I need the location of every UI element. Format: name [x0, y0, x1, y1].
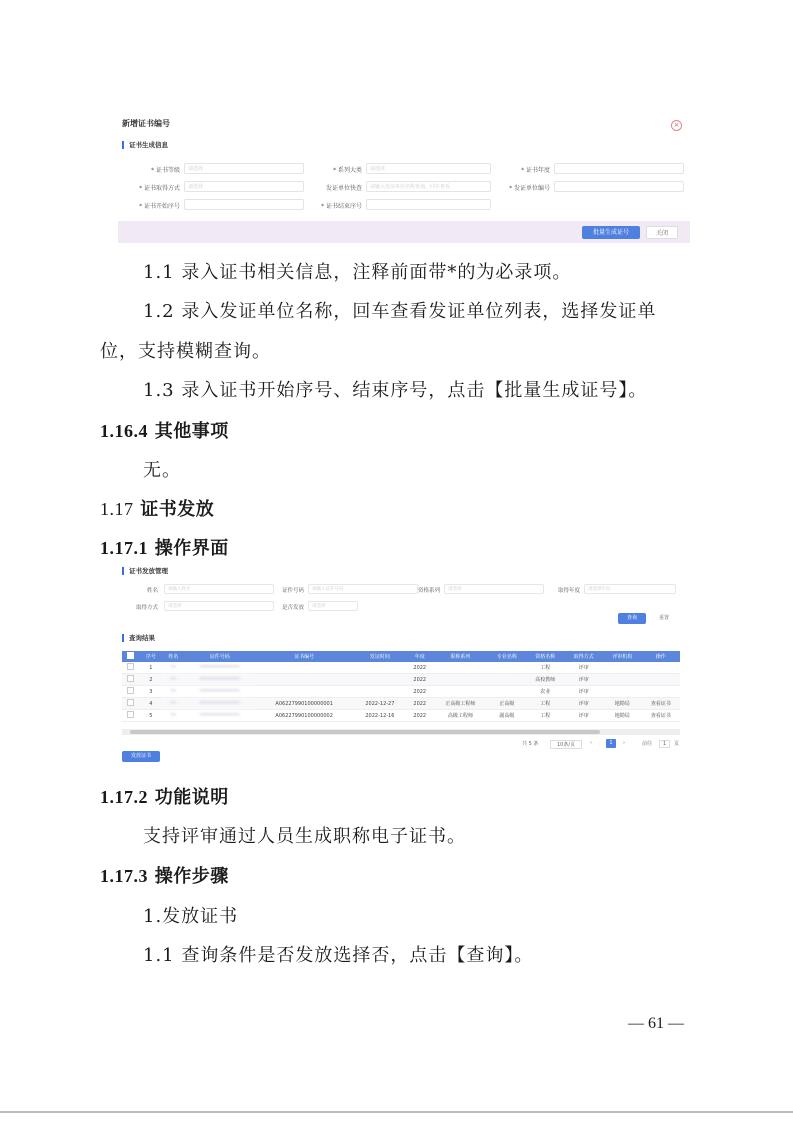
- col-header: 证件号码: [184, 651, 254, 662]
- cell-id: ****************: [184, 698, 254, 710]
- series-label: * 系列大类: [333, 167, 362, 174]
- cell-no: 1: [140, 662, 162, 674]
- cell-year: 2022: [406, 698, 433, 710]
- cell-name: **: [162, 698, 184, 710]
- method-label: 取得方式: [135, 605, 158, 611]
- batch-generate-button[interactable]: [582, 226, 640, 239]
- cell-method: 评审: [565, 710, 603, 722]
- cell-org: 地勘局: [603, 710, 641, 722]
- row-checkbox[interactable]: [122, 674, 140, 686]
- cell-method: 评审: [565, 674, 603, 686]
- cell-org: [603, 686, 641, 698]
- cell-qual: 农业: [526, 686, 564, 698]
- end-label: * 证书结束序号: [321, 203, 362, 210]
- issued-label: 是否发放: [281, 605, 304, 611]
- heading-1-16-4: 1.16.4 其他事项: [100, 421, 229, 442]
- view-cert-link[interactable]: 查看证书: [641, 710, 680, 722]
- pager-prev-icon[interactable]: ‹: [590, 740, 592, 746]
- page-number: — 61 —: [628, 1015, 684, 1032]
- paragraph-none: 无。: [143, 460, 181, 481]
- cell-cert: [255, 662, 353, 674]
- heading-1-17-1: 1.17.1 操作界面: [100, 538, 229, 559]
- col-header: 评审机构: [603, 651, 641, 662]
- col-header: 姓名: [162, 651, 184, 662]
- paragraph-1-2a: 1.2 录入发证单位名称，回车查看发证单位列表，选择发证单: [143, 301, 657, 322]
- col-header: 年度: [406, 651, 433, 662]
- table-row[interactable]: [122, 698, 680, 710]
- cell-cert: A06227990100000002: [255, 710, 353, 722]
- cell-series: [433, 674, 487, 686]
- cell-date: [353, 674, 406, 686]
- cell-date: 2022-12-16: [353, 710, 406, 722]
- new-cert-number-dialog: [118, 108, 690, 245]
- start-input[interactable]: [184, 199, 304, 210]
- series-select[interactable]: 请选择: [366, 163, 491, 174]
- table-scrollbar[interactable]: [122, 729, 680, 735]
- cert-input[interactable]: 请输入证件号码: [308, 584, 418, 594]
- end-input[interactable]: [366, 199, 491, 210]
- cell-year: 2022: [406, 710, 433, 722]
- bottom-edge: [0, 1111, 793, 1113]
- col-header: 资格名称: [526, 651, 564, 662]
- cell-qual: 工程: [526, 710, 564, 722]
- cell-series: [433, 662, 487, 674]
- query-button-label: 查询: [626, 615, 637, 621]
- cell-method: 评审: [565, 662, 603, 674]
- cell-org: [603, 662, 641, 674]
- cell-major: 正高级: [488, 698, 526, 710]
- cell-id: ****************: [184, 674, 254, 686]
- cell-year: 2022: [406, 686, 433, 698]
- table-header-row: [122, 651, 680, 662]
- close-button[interactable]: [646, 226, 678, 239]
- result-table: [122, 651, 680, 722]
- cell-method: 评审: [565, 686, 603, 698]
- method-label: * 证书取得方式: [139, 185, 180, 192]
- pager-goto-input[interactable]: 1: [659, 740, 670, 748]
- year-label: * 证书年度: [521, 167, 550, 174]
- cell-date: [353, 686, 406, 698]
- cell-year: 2022: [406, 662, 433, 674]
- issue-cert-button[interactable]: [122, 751, 160, 762]
- row-checkbox[interactable]: [122, 710, 140, 722]
- cell-name: **: [162, 710, 184, 722]
- pager-page-1[interactable]: 1: [606, 739, 616, 748]
- cell-op[interactable]: [641, 686, 680, 698]
- table-row[interactable]: [122, 686, 680, 698]
- row-checkbox[interactable]: [122, 662, 140, 674]
- cell-name: **: [162, 674, 184, 686]
- col-header: 操作: [641, 651, 680, 662]
- reset-button[interactable]: [650, 613, 678, 624]
- paragraph-step: 1.发放证书: [143, 906, 239, 927]
- pager-next-icon[interactable]: ›: [623, 740, 625, 746]
- cell-major: [488, 662, 526, 674]
- close-button-label: 关闭: [655, 230, 668, 237]
- cell-qual: 工程: [526, 698, 564, 710]
- issuer-code-input[interactable]: [554, 181, 684, 192]
- cell-major: [488, 686, 526, 698]
- series-label: 资格系列: [417, 588, 440, 594]
- dialog-title: 新增证书编号: [122, 119, 170, 128]
- batch-generate-label: 批量生成证号: [592, 229, 629, 236]
- method-select[interactable]: 请选择: [164, 601, 274, 611]
- paragraph-1-1: 1.1 录入证书相关信息，注释前面带*的为必录项。: [143, 262, 572, 283]
- cert-label: 证件号码: [281, 588, 304, 594]
- pager-goto-label: 前往: [642, 741, 653, 747]
- cell-no: 2: [140, 674, 162, 686]
- row-checkbox[interactable]: [122, 686, 140, 698]
- issuer-search-input[interactable]: 请输入发证单位名称查询，回车查看: [366, 181, 491, 192]
- col-header: 序号: [140, 651, 162, 662]
- cell-date: [353, 662, 406, 674]
- col-header: 证书编号: [255, 651, 353, 662]
- scrollbar-thumb[interactable]: [130, 730, 600, 734]
- cell-id: ****************: [184, 710, 254, 722]
- heading-1-17-3: 1.17.3 操作步骤: [100, 866, 229, 887]
- paragraph-step-1-1: 1.1 查询条件是否发放选择否，点击【查询】。: [143, 945, 534, 966]
- cell-method: 评审: [565, 698, 603, 710]
- cell-name: **: [162, 686, 184, 698]
- section-title: 证书生成信息: [122, 141, 168, 149]
- table-row[interactable]: [122, 662, 680, 674]
- col-header: 专业名称: [488, 651, 526, 662]
- cell-series: 正高级工程师: [433, 698, 487, 710]
- paragraph-1-2b: 位，支持模糊查询。: [100, 341, 271, 362]
- method-select[interactable]: 请选择: [184, 181, 304, 192]
- col-header: 职称系列: [433, 651, 487, 662]
- level-select[interactable]: 请选择: [184, 163, 304, 174]
- cell-no: 4: [140, 698, 162, 710]
- cell-year: 2022: [406, 674, 433, 686]
- cell-cert: [255, 686, 353, 698]
- heading-1-17-2: 1.17.2 功能说明: [100, 787, 229, 808]
- cell-no: 3: [140, 686, 162, 698]
- year-select[interactable]: 请选择年份: [584, 584, 676, 594]
- issuer-code-label: * 发证单位编号: [509, 185, 550, 192]
- issuer-label: 发证单位快查: [325, 185, 362, 192]
- cell-major: [488, 674, 526, 686]
- cell-series: [433, 686, 487, 698]
- dialog-footer: [118, 221, 690, 243]
- panel-title: 证书发放管理: [122, 567, 168, 575]
- cell-name: **: [162, 662, 184, 674]
- cell-qual: 高校教师: [526, 674, 564, 686]
- cell-major: 副高级: [488, 710, 526, 722]
- cell-no: 5: [140, 710, 162, 722]
- pager-size-select[interactable]: 10条/页: [550, 740, 582, 749]
- cell-id: ****************: [184, 686, 254, 698]
- cell-id: ****************: [184, 662, 254, 674]
- series-select[interactable]: 请选择: [444, 584, 544, 594]
- table-row[interactable]: [122, 674, 680, 686]
- cell-cert: A06227990100000001: [255, 698, 353, 710]
- cell-date: 2022-12-27: [353, 698, 406, 710]
- view-cert-link[interactable]: 查看证书: [641, 698, 680, 710]
- paragraph-func: 支持评审通过人员生成职称电子证书。: [143, 826, 466, 847]
- paragraph-1-3: 1.3 录入证书开始序号、结束序号，点击【批量生成证号】。: [143, 380, 648, 401]
- level-label: * 证书等级: [151, 167, 180, 174]
- cell-op[interactable]: [641, 674, 680, 686]
- issue-cert-label: 发放证书: [130, 753, 151, 759]
- year-label: 取得年度: [557, 588, 580, 594]
- heading-1-17: 1.17 证书发放: [100, 499, 215, 520]
- col-header: 取得方式: [565, 651, 603, 662]
- issued-select[interactable]: 请选择: [308, 601, 358, 611]
- result-title: 查询结果: [122, 634, 155, 642]
- table-row[interactable]: [122, 710, 680, 722]
- start-label: * 证书开始序号: [139, 203, 180, 210]
- cell-series: 高级工程师: [433, 710, 487, 722]
- close-icon[interactable]: ×: [671, 120, 682, 131]
- row-checkbox[interactable]: [122, 698, 140, 710]
- cell-op[interactable]: [641, 662, 680, 674]
- name-input[interactable]: 请输入姓名: [164, 584, 274, 594]
- cell-org: [603, 674, 641, 686]
- cell-qual: 工程: [526, 662, 564, 674]
- cell-org: 地勘局: [603, 698, 641, 710]
- col-header: 发证时间: [353, 651, 406, 662]
- reset-button-label: 重置: [658, 615, 669, 621]
- cert-issue-panel: [118, 563, 684, 765]
- pager-total: 共 5 条: [522, 741, 539, 747]
- select-all-checkbox[interactable]: [122, 651, 140, 662]
- name-label: 姓名: [146, 588, 158, 594]
- cell-cert: [255, 674, 353, 686]
- year-input[interactable]: [554, 163, 684, 174]
- query-button[interactable]: [618, 613, 646, 624]
- pager-page-unit: 页: [674, 741, 680, 747]
